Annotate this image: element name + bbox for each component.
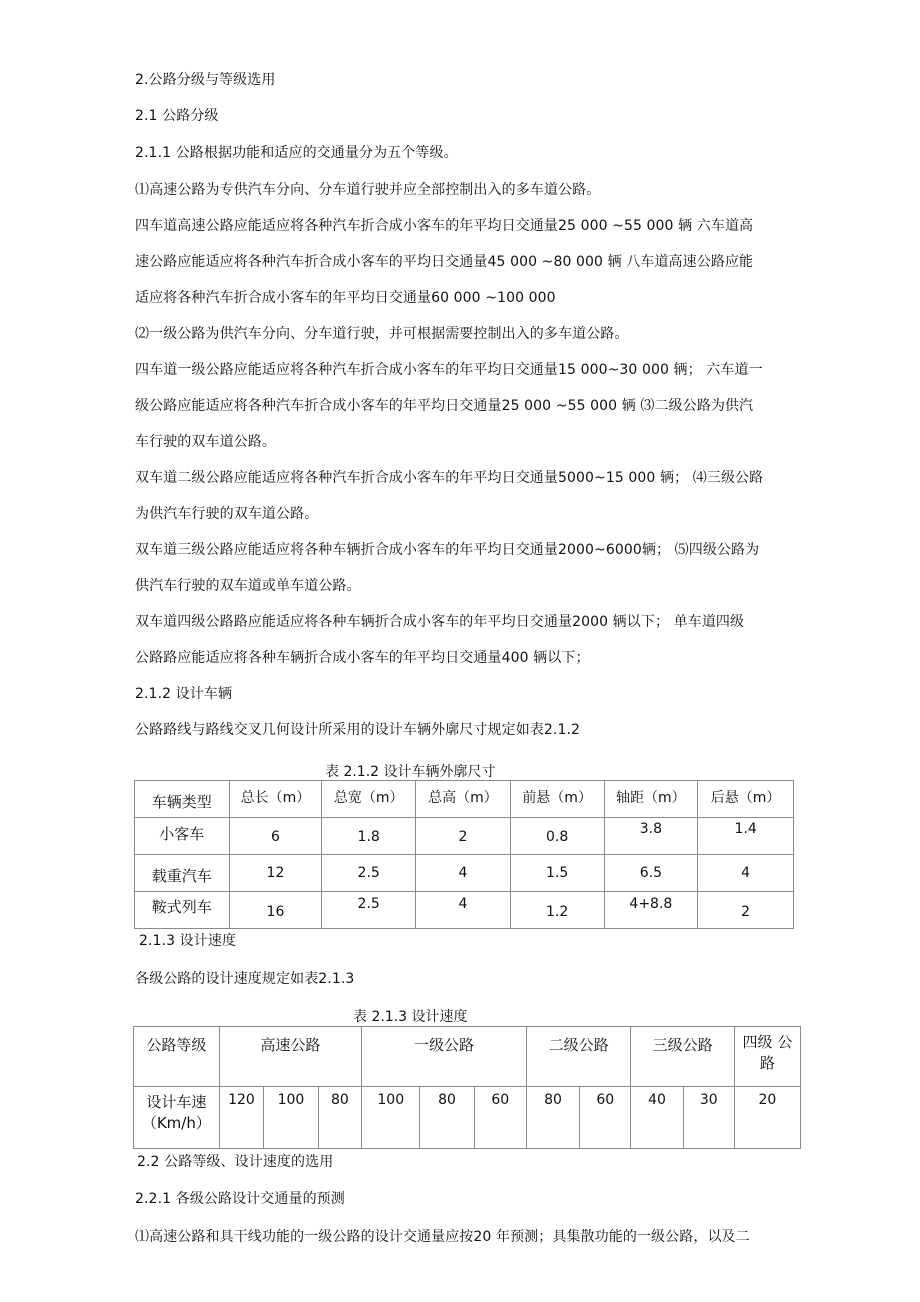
table-caption: 表 2.1.3 设计速度: [353, 1009, 468, 1025]
table-header-cell: 总高（m）: [416, 781, 511, 818]
paragraph: 公路路线与路线交叉几何设计所采用的设计车辆外廓尺寸规定如表2.1.2: [135, 722, 581, 738]
table-cell: 80: [318, 1087, 361, 1149]
speed-unit: （Km/h）: [141, 1114, 211, 1132]
table-cell: 2: [416, 818, 511, 855]
table-cell: 4: [416, 855, 511, 892]
table-cell: 100: [264, 1087, 318, 1149]
table-cell: 60: [474, 1087, 526, 1149]
table-cell: 100: [362, 1087, 420, 1149]
table-header-cell: 总宽（m）: [322, 781, 416, 818]
table-row: [135, 818, 794, 855]
paragraph: 为供汽车行驶的双车道公路。: [135, 506, 319, 522]
table-header-cell: 轴距（m）: [604, 781, 698, 818]
table-row: [135, 892, 794, 929]
paragraph: ⑴高速公路和具干线功能的一级公路的设计交通量应按20 年预测；具集散功能的一级公路，以及二: [135, 1229, 750, 1245]
table-row: [135, 855, 794, 892]
table-row: [134, 1087, 801, 1149]
table-cell: 1.5: [510, 855, 604, 892]
table-group-header: 高速公路: [219, 1027, 361, 1087]
table-cell: 3.8: [604, 818, 698, 855]
table-group-header: 四级 公路: [734, 1027, 800, 1087]
paragraph: ⑴高速公路为专供汽车分向、分车道行驶并应全部控制出入的多车道公路。: [135, 182, 601, 198]
paragraph: 双车道四级公路路应能适应将各种车辆折合成小客车的年平均日交通量2000 辆以下； 单车道四级: [135, 614, 745, 630]
table-cell: 1.8: [322, 818, 416, 855]
section-heading-2-2-1: 2.2.1 各级公路设计交通量的预测: [135, 1191, 345, 1207]
paragraph: 供汽车行驶的双车道或单车道公路。: [135, 578, 361, 594]
table-header-row: [134, 1027, 801, 1087]
section-heading-2-1-3: 2.1.3 设计速度: [139, 933, 237, 949]
table-group-header: 三级公路: [631, 1027, 735, 1087]
table-cell: 0.8: [510, 818, 604, 855]
table-header-row: [135, 781, 794, 818]
design-speed-table: [133, 1026, 801, 1149]
section-heading-2-1-2: 2.1.2 设计车辆: [135, 686, 233, 702]
paragraph: 四车道高速公路应能适应将各种汽车折合成小客车的年平均日交通量25 000 ~55 000 辆 六车道高: [135, 218, 754, 234]
table-cell: 1.2: [510, 892, 604, 929]
table-header-cell: 公路等级: [134, 1027, 220, 1087]
paragraph: 双车道二级公路应能适应将各种汽车折合成小客车的年平均日交通量5000~15 000 辆； ⑷三级公路: [135, 470, 764, 486]
paragraph: 各级公路的设计速度规定如表2.1.3: [135, 971, 355, 987]
paragraph: 公路路应能适应将各种车辆折合成小客车的年平均日交通量400 辆以下；: [135, 650, 590, 666]
table-cell: 40: [631, 1087, 683, 1149]
paragraph: ⑵一级公路为供汽车分向、分车道行驶，并可根据需要控制出入的多车道公路。: [135, 326, 629, 342]
table-header-cell: 后悬（m）: [698, 781, 794, 818]
section-heading-2-2: 2.2 公路等级、设计速度的选用: [137, 1154, 334, 1170]
table-cell: 80: [526, 1087, 579, 1149]
table-cell: 2: [698, 892, 794, 929]
table-cell: 60: [580, 1087, 631, 1149]
table-cell: 小客车: [135, 818, 230, 855]
table-cell: 16: [229, 892, 322, 929]
table-cell: 4+8.8: [604, 892, 698, 929]
table-cell: 30: [683, 1087, 734, 1149]
paragraph: 2.1.1 公路根据功能和适应的交通量分为五个等级。: [135, 145, 458, 161]
section-heading-2-1: 2.1 公路分级: [135, 108, 219, 124]
paragraph: 车行驶的双车道公路。: [135, 434, 276, 450]
table-cell: 2.5: [322, 892, 416, 929]
table-cell: 4: [416, 892, 511, 929]
table-cell: 120: [219, 1087, 264, 1149]
table-cell: 12: [229, 855, 322, 892]
paragraph: 适应将各种汽车折合成小客车的年平均日交通量60 000 ~100 000: [135, 290, 556, 306]
speed-label: 设计车速: [146, 1093, 207, 1111]
table-header-cell: [134, 1087, 220, 1149]
vehicle-dimensions-table: [134, 780, 794, 929]
paragraph: 级公路应能适应将各种汽车折合成小客车的年平均日交通量25 000 ~55 000 辆 ⑶二级公路为供汽: [135, 398, 754, 414]
table-cell: 2.5: [322, 855, 416, 892]
table-cell: 鞍式列车: [135, 892, 230, 929]
table-cell: 1.4: [698, 818, 794, 855]
paragraph: 双车道三级公路应能适应将各种车辆折合成小客车的年平均日交通量2000~6000辆； ⑸四级公路为: [135, 542, 760, 558]
table-cell: 80: [420, 1087, 474, 1149]
paragraph: 四车道一级公路应能适应将各种汽车折合成小客车的年平均日交通量15 000~30 000 辆； 六车道一: [135, 362, 763, 378]
section-heading-2: 2.公路分级与等级选用: [135, 72, 276, 88]
table-cell: 载重汽车: [135, 855, 230, 892]
table-group-header: 二级公路: [526, 1027, 631, 1087]
table-group-header: 一级公路: [362, 1027, 527, 1087]
table-caption: 表 2.1.2 设计车辆外廓尺寸: [325, 764, 496, 780]
table-header-cell: 前悬（m）: [510, 781, 604, 818]
paragraph: 速公路应能适应将各种汽车折合成小客车的平均日交通量45 000 ~80 000 辆 八车道高速公路应能: [135, 254, 754, 270]
table-cell: 6: [229, 818, 322, 855]
table-cell: 20: [734, 1087, 800, 1149]
table-cell: 6.5: [604, 855, 698, 892]
table-cell: 4: [698, 855, 794, 892]
table-header-cell: 车辆类型: [135, 781, 230, 818]
table-header-cell: 总长（m）: [229, 781, 322, 818]
